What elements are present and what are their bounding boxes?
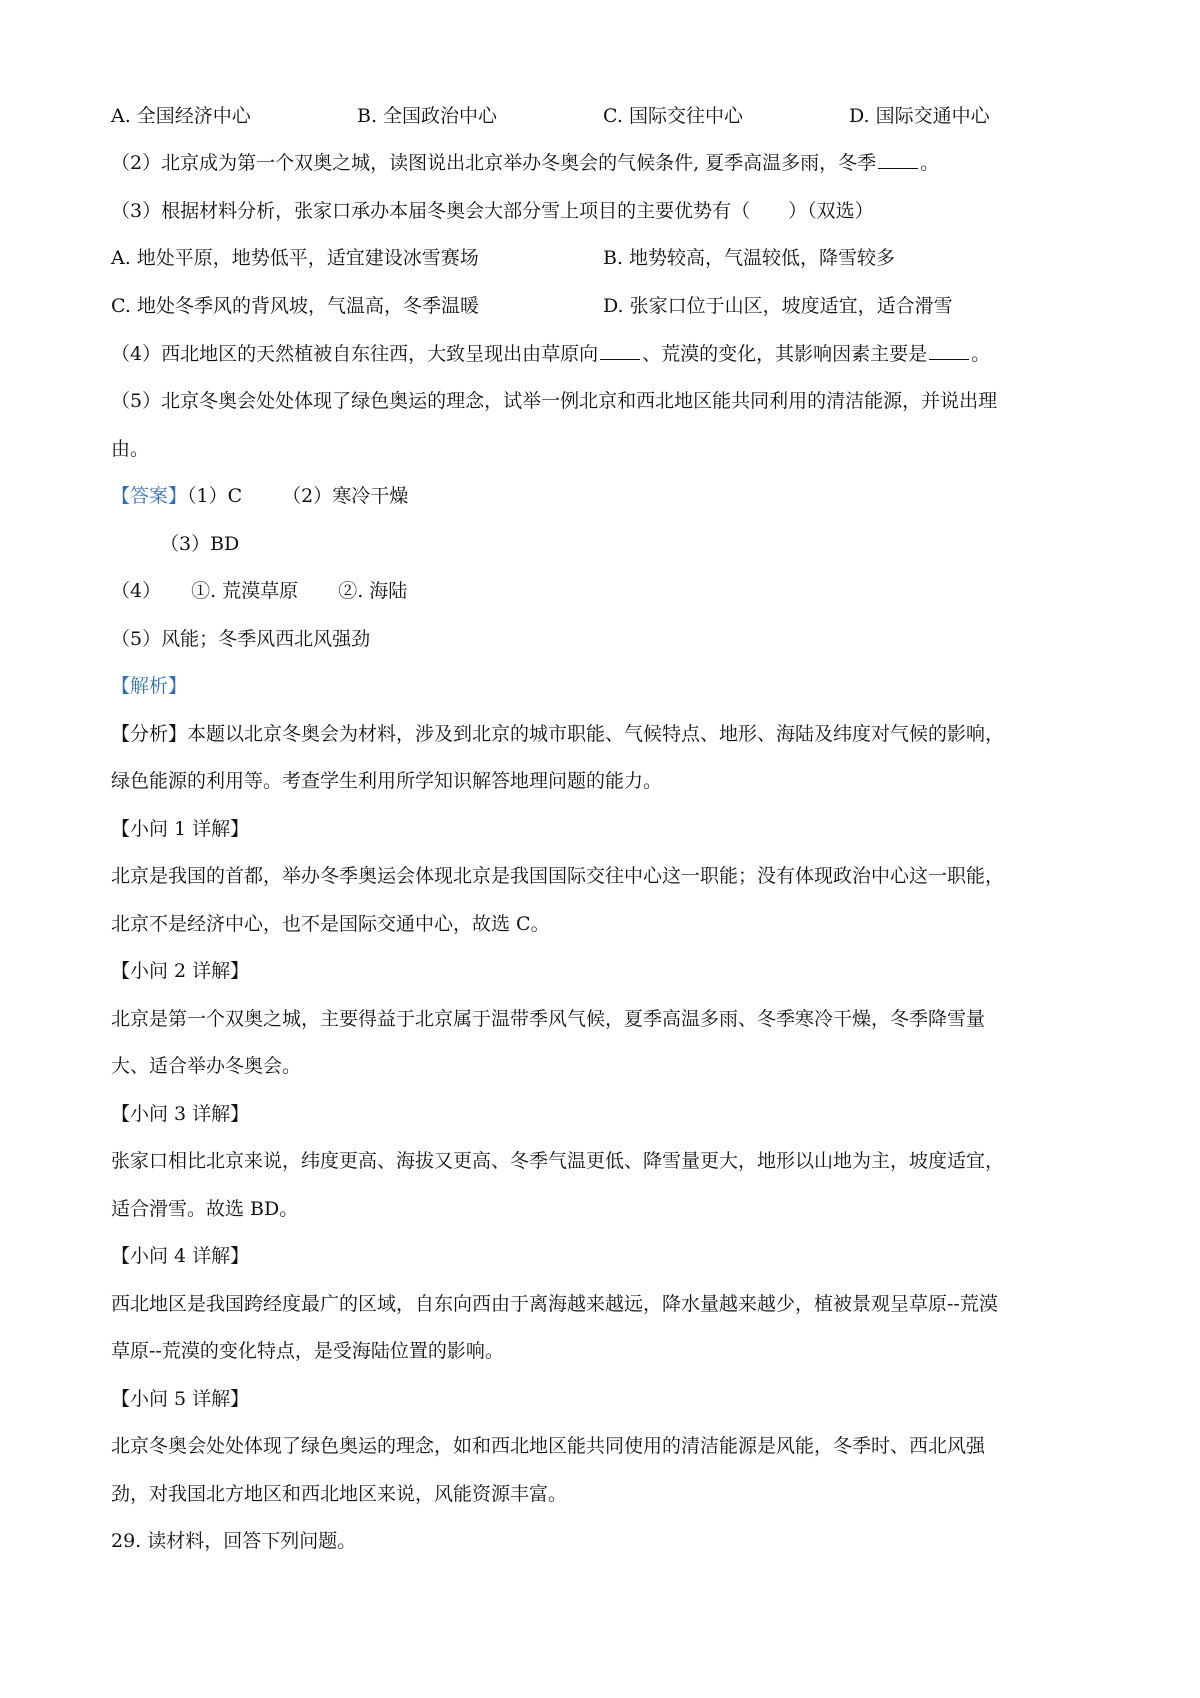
q5-stem-line-1: （5）北京冬奥会处处体现了绿色奥运的理念，试举一例北京和西北地区能共同利用的清洁能源，并说出理 <box>111 390 998 412</box>
q1-option-c: C. 国际交往中心 <box>603 105 743 127</box>
detail-2-line-2: 大、适合举办冬奥会。 <box>111 1055 302 1077</box>
q5-stem-line-2: 由。 <box>111 438 150 460</box>
detail-3-line-1: 张家口相比北京来说，纬度更高、海拔又更高、冬季气温更低、降雪量更大，地形以山地为主，坡度适宜， <box>111 1150 1005 1172</box>
q3-option-b: B. 地势较高，气温较低，降雪较多 <box>603 247 896 269</box>
q2-blank <box>878 150 918 169</box>
q3-stem: （3）根据材料分析，张家口承办本届冬奥会大部分雪上项目的主要优势有（ ）（双选） <box>111 200 874 222</box>
answer-4-blank-1: ①. 荒漠草原 <box>191 580 299 602</box>
detail-4-title: 【小问 4 详解】 <box>111 1245 250 1267</box>
answer-line-4 <box>111 578 407 604</box>
q1-option-a: A. 全国经济中心 <box>111 105 251 127</box>
q4-text-after: 。 <box>971 343 991 365</box>
detail-3-line-2: 适合滑雪。故选 BD。 <box>111 1198 299 1220</box>
q1-option-b: B. 全国政治中心 <box>357 105 498 127</box>
q3-option-d: D. 张家口位于山区，坡度适宜，适合滑雪 <box>603 295 953 317</box>
answer-4-blank-2: ②. 海陆 <box>338 580 408 602</box>
q3-option-a: A. 地处平原，地势低平，适宜建设冰雪赛场 <box>111 247 479 269</box>
detail-1-line-1: 北京是我国的首都，举办冬季奥运会体现北京是我国国际交往中心这一职能；没有体现政治中心这一职能， <box>111 865 1005 887</box>
q2-text-after: 。 <box>920 152 940 174</box>
detail-3-title: 【小问 3 详解】 <box>111 1103 250 1125</box>
q4-stem <box>111 341 990 367</box>
detail-2-title: 【小问 2 详解】 <box>111 960 250 982</box>
analysis-fenxi-line-2: 绿色能源的利用等。考查学生利用所学知识解答地理问题的能力。 <box>111 770 663 792</box>
q1-option-d: D. 国际交通中心 <box>849 105 990 127</box>
detail-5-line-2: 劲，对我国北方地区和西北地区来说，风能资源丰富。 <box>111 1483 568 1505</box>
q4-blank-2 <box>929 341 969 360</box>
answer-5: （5）风能；冬季风西北风强劲 <box>111 628 371 650</box>
q4-blank-1 <box>600 341 640 360</box>
q2-text-before: （2）北京成为第一个双奥之城，读图说出北京举办冬奥会的气候条件, 夏季高温多雨，冬季 <box>111 152 877 174</box>
q1-options-row <box>111 103 1091 129</box>
answer-2: （2）寒冷干燥 <box>282 485 409 507</box>
answer-label: 【答案】 <box>111 485 188 507</box>
analysis-label: 【解析】 <box>111 675 188 697</box>
q3-options-row-1 <box>111 245 1091 271</box>
analysis-fenxi-line-1: 【分析】本题以北京冬奥会为材料，涉及到北京的城市职能、气候特点、地形、海陆及纬度对气候的影响， <box>111 723 1005 745</box>
answer-3: （3）BD <box>160 533 240 555</box>
q4-text-middle: 、荒漠的变化，其影响因素主要是 <box>642 343 928 365</box>
detail-5-line-1: 北京冬奥会处处体现了绿色奥运的理念，如和西北地区能共同使用的清洁能源是风能，冬季时、西北风强 <box>111 1435 986 1457</box>
detail-4-line-1: 西北地区是我国跨经度最广的区域，自东向西由于离海越来越远，降水量越来越少，植被景观呈草原--荒漠 <box>111 1293 998 1315</box>
detail-1-title: 【小问 1 详解】 <box>111 818 250 840</box>
answer-4-number: （4） <box>111 580 162 602</box>
answer-line-1 <box>111 483 408 509</box>
q2-stem <box>111 150 939 176</box>
q3-options-row-2 <box>111 293 1091 319</box>
q4-text-before: （4）西北地区的天然植被自东往西，大致呈现出由草原向 <box>111 343 599 365</box>
next-question-stem: 29. 读材料，回答下列问题。 <box>111 1530 357 1552</box>
detail-5-title: 【小问 5 详解】 <box>111 1388 250 1410</box>
q3-option-c: C. 地处冬季风的背风坡，气温高，冬季温暖 <box>111 295 479 317</box>
detail-1-line-2: 北京不是经济中心，也不是国际交通中心，故选 C。 <box>111 913 550 935</box>
detail-2-line-1: 北京是第一个双奥之城，主要得益于北京属于温带季风气候，夏季高温多雨、冬季寒冷干燥，冬季降雪量 <box>111 1008 986 1030</box>
detail-4-line-2: 草原--荒漠的变化特点，是受海陆位置的影响。 <box>111 1340 504 1362</box>
answer-1: （1）C <box>187 485 243 507</box>
